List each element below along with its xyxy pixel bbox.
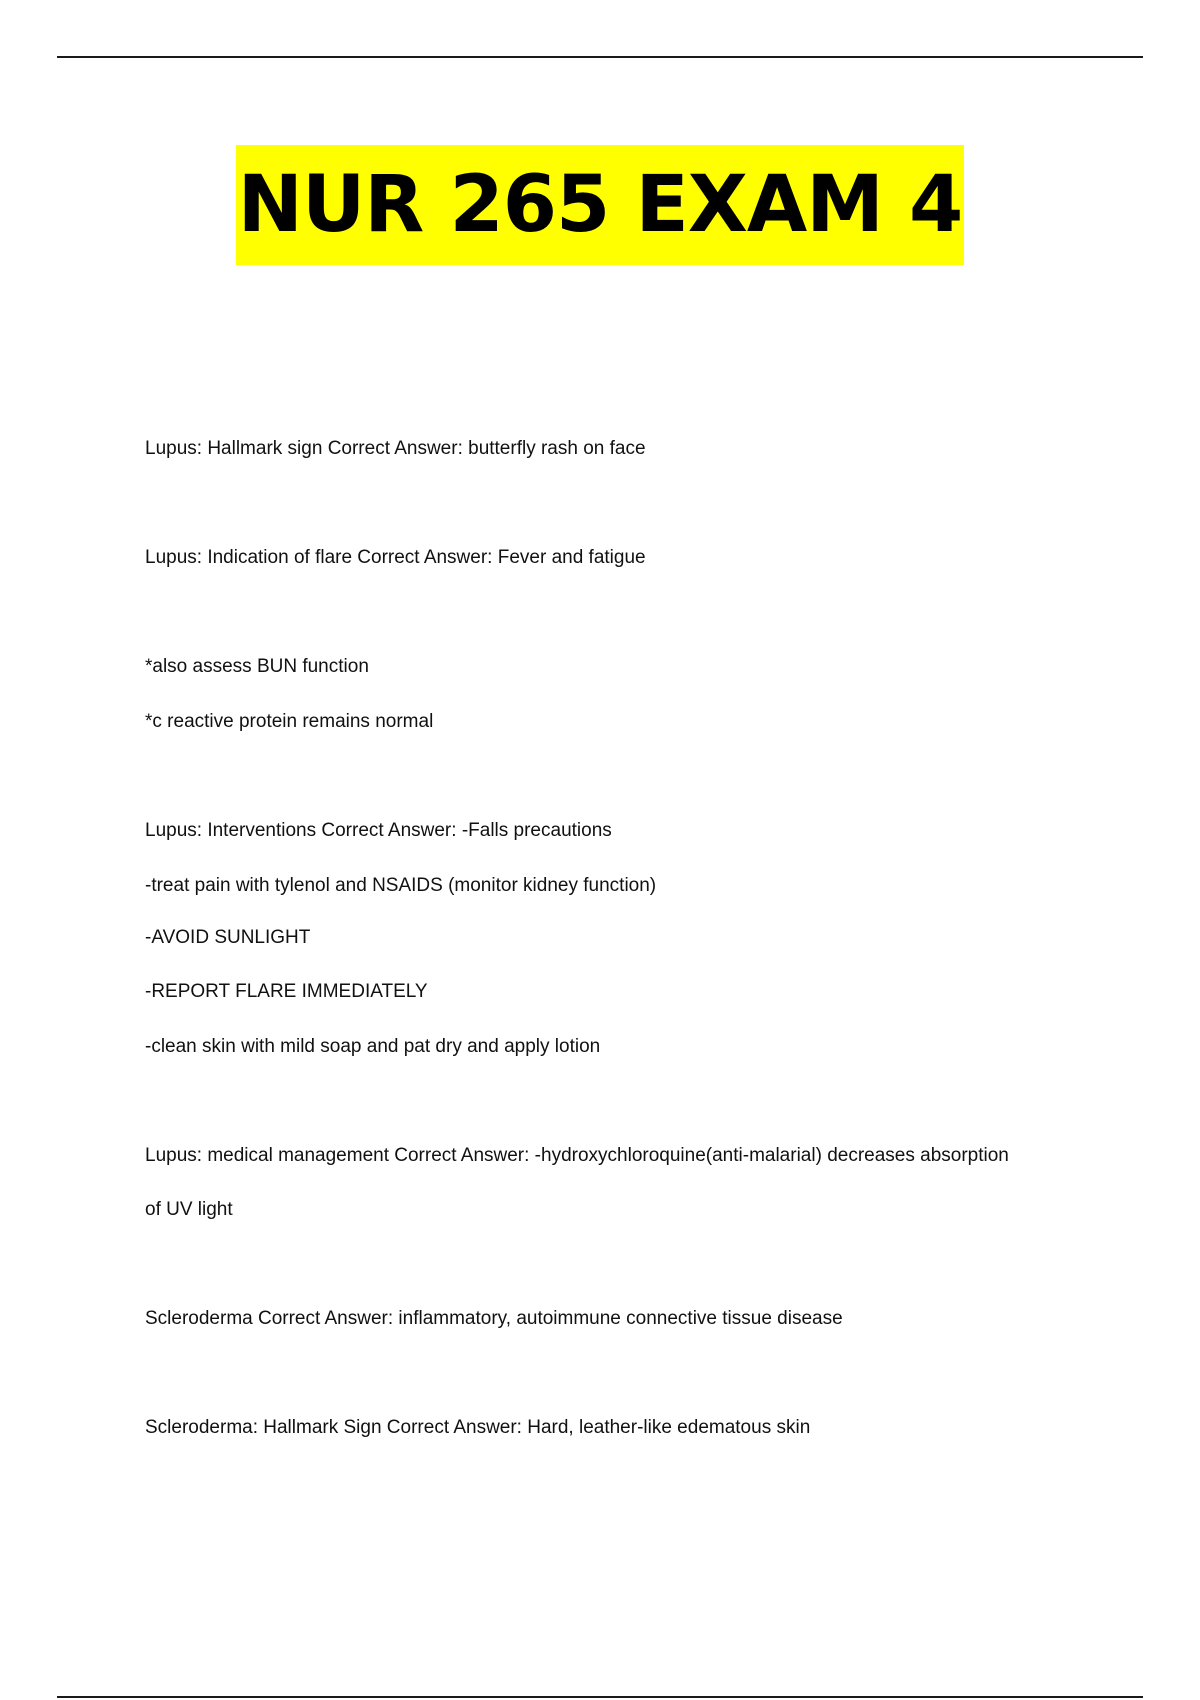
qa-lupus-medical-management: Lupus: medical management Correct Answer: -hydroxychloroquine(anti-malarial) decreases absorption xyxy=(145,1145,1009,1166)
qa-lupus-flare: Lupus: Indication of flare Correct Answer: Fever and fatigue xyxy=(145,547,646,568)
qa-lupus-hallmark: Lupus: Hallmark sign Correct Answer: butterfly rash on face xyxy=(145,438,646,459)
title-block xyxy=(0,145,1200,265)
intervention-report-flare: -REPORT FLARE IMMEDIATELY xyxy=(145,981,428,1002)
intervention-skin-care: -clean skin with mild soap and pat dry and apply lotion xyxy=(145,1036,601,1057)
qa-scleroderma-hallmark: Scleroderma: Hallmark Sign Correct Answer: Hard, leather-like edematous skin xyxy=(145,1417,811,1438)
note-bun: *also assess BUN function xyxy=(145,656,369,677)
qa-lupus-interventions: Lupus: Interventions Correct Answer: -Falls precautions xyxy=(145,820,612,841)
intervention-pain: -treat pain with tylenol and NSAIDS (monitor kidney function) xyxy=(145,875,657,896)
qa-scleroderma: Scleroderma Correct Answer: inflammatory, autoimmune connective tissue disease xyxy=(145,1308,843,1329)
intervention-sunlight: -AVOID SUNLIGHT xyxy=(145,927,311,948)
note-crp: *c reactive protein remains normal xyxy=(145,711,434,732)
footer-rule xyxy=(57,1696,1143,1698)
header-rule xyxy=(57,56,1143,58)
qa-lupus-medical-management-cont: of UV light xyxy=(145,1199,233,1220)
document-title: NUR 265 EXAM 4 xyxy=(236,145,965,265)
